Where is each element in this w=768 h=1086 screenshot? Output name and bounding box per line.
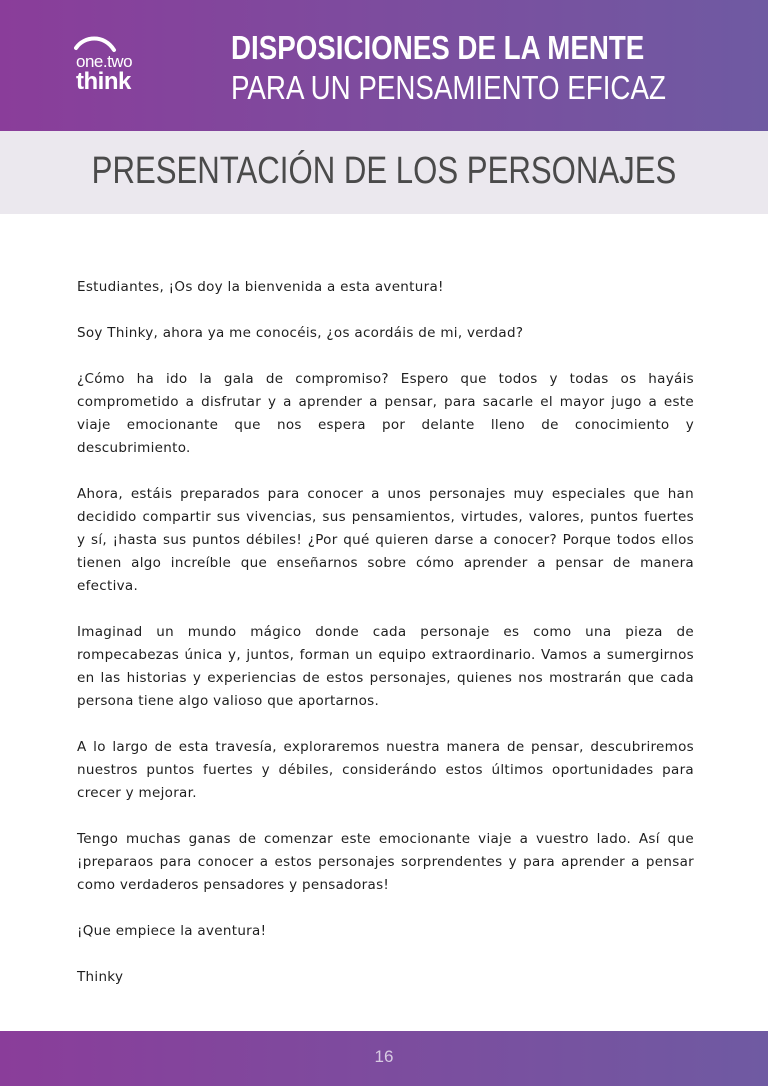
paragraph: Ahora, estáis preparados para conocer a unos personajes muy especiales que han decidido compartir sus vivencias, sus pensamientos, virtudes, valores, puntos fuertes y sí, ¡hasta sus puntos débiles! ¿Por qué quieren darse a conocer? Porque todos ellos tienen algo increíble que enseñarnos sobre cómo aprender a pensar de manera efectiva. [77,486,694,594]
paragraph: ¿Cómo ha ido la gala de compromiso? Espero que todos y todas os hayáis comprometido a disfrutar y a aprender a pensar, para sacarle el mayor jugo a este viaje emocionante que nos espera por delante lleno de conocimiento y descubrimiento. [77,371,694,456]
signature: Thinky [77,969,124,985]
page-header [0,0,768,131]
page-number: 16 [374,1047,394,1066]
letter-body [77,276,694,1012]
paragraph: ¡Que empiece la aventura! [77,923,267,939]
document-title-line2: PARA UN PENSAMIENTO EFICAZ [231,69,666,106]
paragraph: Estudiantes, ¡Os doy la bienvenida a esta aventura! [77,279,444,295]
paragraph: Soy Thinky, ahora ya me conocéis, ¿os acordáis de mi, verdad? [77,325,524,341]
logo-text-one-two: one.two [76,52,133,71]
document-title [231,28,666,108]
logo-text-think: think [76,68,131,95]
document-title-line1: DISPOSICIONES DE LA MENTE [231,29,645,66]
paragraph: A lo largo de esta travesía, exploraremos nuestra manera de pensar, descubriremos nuestros puntos fuertes y débiles, considerándo estos últimos oportunidades para crecer y mejorar. [77,739,694,801]
paragraph: Imaginad un mundo mágico donde cada personaje es como una pieza de rompecabezas única y, juntos, forman un equipo extraordinario. Vamos a sumergirnos en las historias y experiencias de estos personajes, quienes nos mostrarán que cada persona tiene algo valioso que aportarnos. [77,624,694,709]
section-title: PRESENTACIÓN DE LOS PERSONAJES [91,150,677,192]
one-two-think-logo [74,34,164,98]
paragraph: Tengo muchas ganas de comenzar este emocionante viaje a vuestro lado. Así que ¡preparaos para conocer a estos personajes sorprendentes y para aprender a pensar como verdaderos pensadores y pensadoras! [77,831,694,893]
